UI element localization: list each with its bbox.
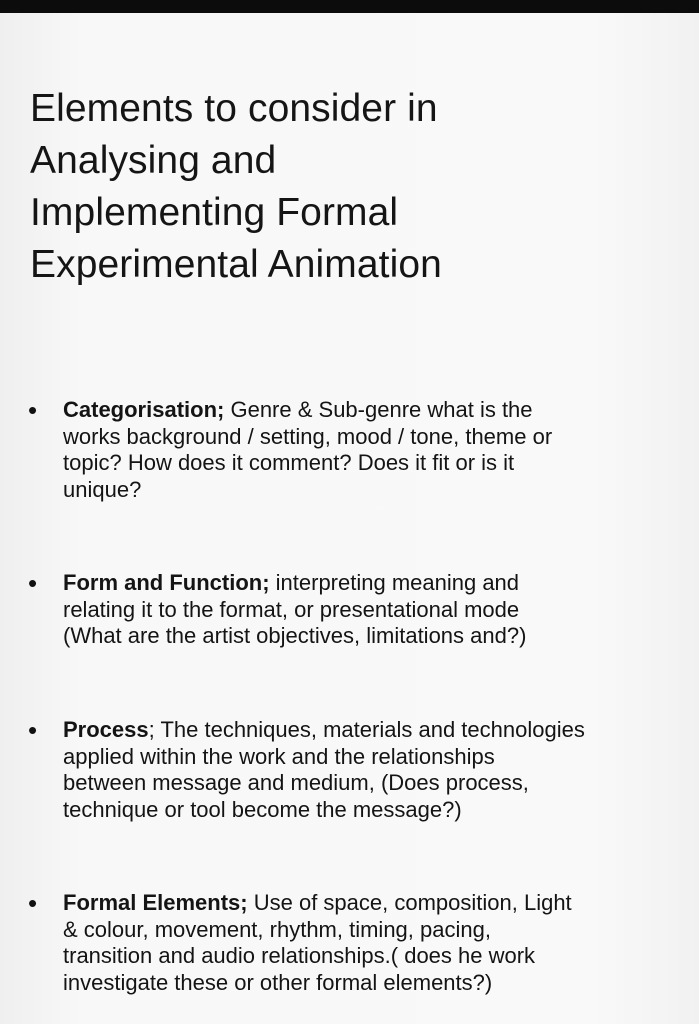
slide	[0, 13, 699, 1024]
bullet-term: Form and Function;	[63, 570, 270, 595]
bullet-symbol: •	[28, 568, 38, 598]
slide-title-line: Analysing and	[30, 139, 277, 182]
slide-title-line: Experimental Animation	[30, 243, 442, 286]
bullet-first-line	[63, 570, 683, 597]
bullet-line-text: applied within the work and the relationships	[63, 743, 495, 769]
bullet-line-text: Use of space, composition, Light	[247, 890, 572, 915]
bullet-line-text: topic? How does it comment? Does it fit or is it	[63, 450, 515, 475]
bullet-line-text: unique?	[63, 476, 142, 502]
bullet-line-text: interpreting meaning and	[269, 570, 520, 595]
bullet-line-text: & colour, movement, rhythm, timing, pacing,	[63, 916, 491, 942]
bullet-first-line	[63, 890, 683, 917]
bullet-symbol: •	[28, 888, 38, 918]
bullet-text	[63, 570, 683, 650]
slide-title-line: Elements to consider in	[30, 87, 438, 130]
bullet-line-text: Genre & Sub-genre what is the	[224, 397, 533, 422]
bullet-term: Formal Elements;	[63, 890, 248, 915]
bullet-line-text: investigate these or other formal elements?)	[63, 969, 493, 995]
bullet-first-line	[63, 397, 683, 424]
bullet-text	[63, 890, 683, 996]
bullet-line-text: transition and audio relationships.( does he work	[63, 943, 536, 968]
bullet-line-text: ; The techniques, materials and technologies	[148, 717, 585, 742]
bullet-line-text: technique or tool become the message?)	[63, 796, 462, 822]
bullet-term: Process	[63, 717, 149, 742]
bullet-line-text: works background / setting, mood / tone, theme or	[63, 423, 553, 449]
bullet-line-text: relating it to the format, or presentational mode	[63, 596, 520, 622]
bullet-symbol: •	[28, 395, 38, 425]
bullet-symbol: •	[28, 715, 38, 745]
bullet-text	[63, 397, 683, 503]
top-black-bar	[0, 0, 699, 13]
bullet-first-line	[63, 717, 683, 744]
bullet-line-text: (What are the artist objectives, limitations and?)	[63, 623, 527, 648]
bullet-term: Categorisation;	[63, 397, 225, 422]
bullet-text	[63, 717, 683, 823]
slide-title	[30, 83, 670, 291]
slide-title-line: Implementing Formal	[30, 191, 399, 234]
bullet-line-text: between message and medium, (Does process,	[63, 770, 529, 795]
